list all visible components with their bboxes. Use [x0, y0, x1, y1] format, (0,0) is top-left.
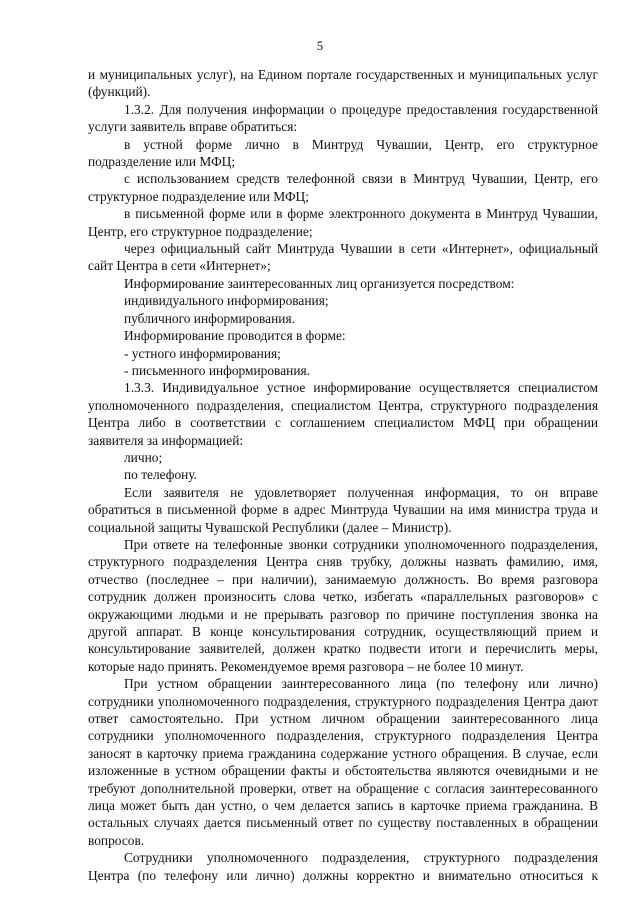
paragraph: При ответе на телефонные звонки сотрудники уполномоченного подразделения, структурного подразделения Центра сняв трубку, должны назвать фамилию, имя, отчество (последнее – при наличии), занимаемую должность. Во время разговора сотрудник должен произносить слова четко, избегать «параллельных разговоров» с окружающими людьми и не прерывать разговор по причине поступления звонка на другой аппарат. В конце консультирования сотрудник, осуществляющий прием и консультирование заявителей, должен кратко подвести итоги и перечислить меры, которые надо принять. Рекомендуемое время разговора – не более 10 минут. — [88, 536, 598, 674]
list-item: - письменного информирования. — [124, 362, 310, 378]
paragraph: 1.3.3. Индивидуальное устное информирование осуществляется специалистом уполномоченного подразделения, специалистом Центра, структурного подразделения Центра либо в соответствии с соглашением специалистом МФЦ при обращении заявителя за информацией: — [88, 380, 598, 448]
paragraph: и муниципальных услуг), на Едином портале государственных и муниципальных услуг (функций). — [88, 67, 598, 100]
list-item: - устного информирования; — [124, 345, 281, 361]
list-item: по телефону. — [124, 467, 198, 483]
page-number: 5 — [316, 39, 324, 53]
list-item: публичного информирования. — [124, 310, 295, 326]
paragraph: Если заявителя не удовлетворяет полученная информация, то он вправе обратиться в письменной форме в адрес Минтруда Чувашии на имя министра труда и социальной защиты Чувашской Республики (далее – Министр). — [88, 484, 598, 535]
paragraph: 1.3.2. Для получения информации о процедуре предоставления государственной услуги заявитель вправе обратиться: — [88, 101, 598, 135]
paragraph: Сотрудники уполномоченного подразделения, структурного подразделения Центра (по телефону или лично) должны корректно и внимательно относиться к — [88, 850, 598, 883]
paragraph: в письменной форме или в форме электронного документа в Минтруд Чувашии, Центр, его структурное подразделение; — [88, 206, 598, 239]
paragraph: с использованием средств телефонной связи в Минтруд Чувашии, Центр, его структурное подразделение или МФЦ; — [88, 171, 598, 204]
paragraph: При устном обращении заинтересованного лица (по телефону или лично) сотрудники уполномоченного подразделения, структурного подразделения Центра дают ответ самостоятельно. При устном личном обращении заинтересованного лица сотрудники уполномоченного подразделения, структурного подразделения Центра заносят в карточку приема гражданина содержание устного обращения. В случае, если изложенные в устном обращении факты и обстоятельства являются очевидными и не требуют дополнительной проверки, ответ на обращение с согласия заинтересованного лица может быть дан устно, о чем делается запись в карточке приема гражданина. В остальных случаях дается письменный ответ по существу поставленных в обращении вопросов. — [88, 676, 598, 848]
list-item: индивидуального информирования; — [124, 293, 329, 309]
paragraph: через официальный сайт Минтруда Чувашии в сети «Интернет», официальный сайт Центра в сети «Интернет»; — [88, 241, 598, 274]
paragraph: в устной форме лично в Минтруд Чувашии, Центр, его структурное подразделение или МФЦ; — [88, 136, 598, 170]
document-body — [88, 66, 598, 884]
paragraph: Информирование заинтересованных лиц организуется посредством: — [124, 275, 515, 291]
list-item: лично; — [124, 449, 163, 465]
paragraph: Информирование проводится в форме: — [124, 328, 346, 344]
